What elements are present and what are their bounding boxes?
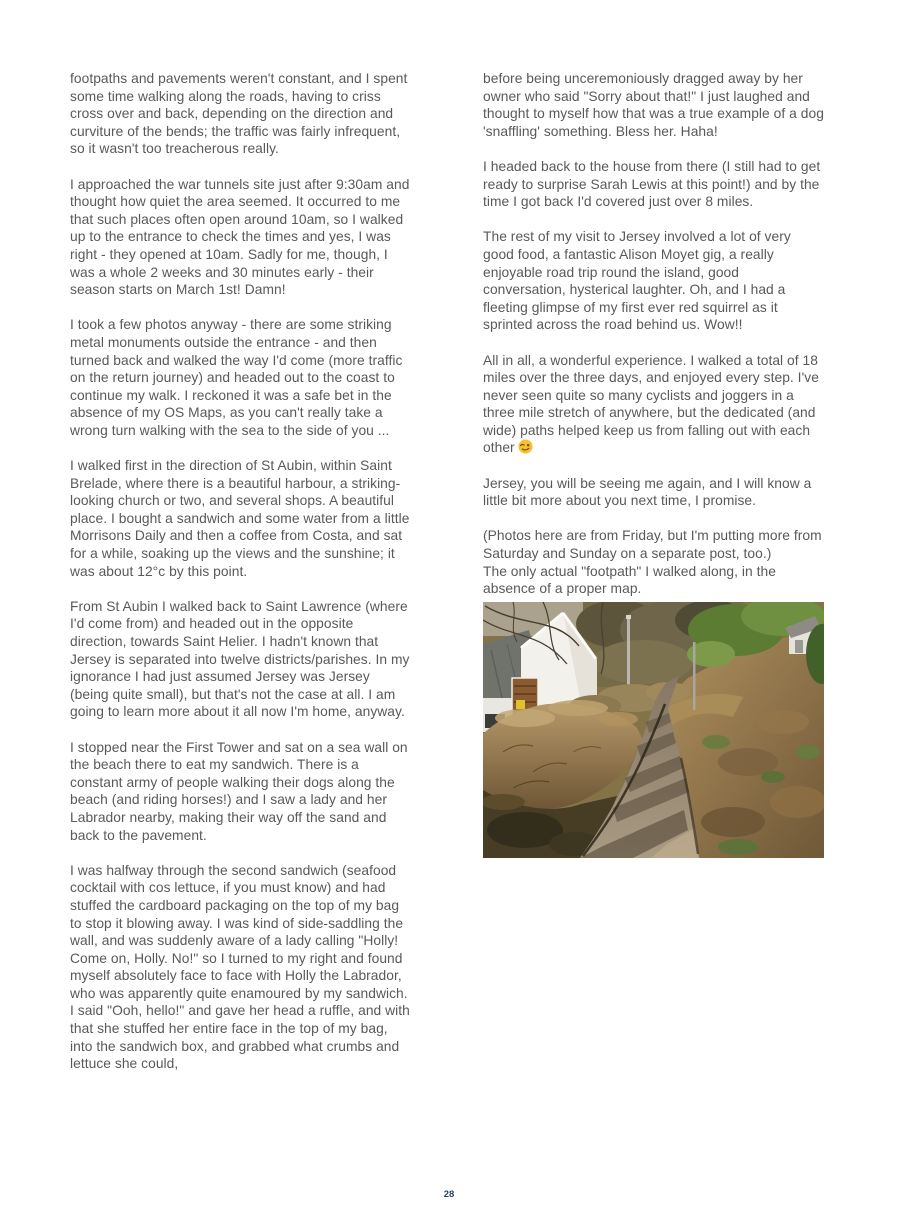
paragraph	[483, 527, 825, 597]
paragraph: From St Aubin I walked back to Saint Lawrence (where I'd come from) and headed out in the opposite direction, towards Saint Helier. I hadn't known that Jersey is separated into twelve districts/parishes. In my ignorance I had just assumed Jersey was Jersey (being quite small), but that's not the case at all. I am going to learn more about it all now I'm home, anyway.	[70, 598, 410, 720]
paragraph: I was halfway through the second sandwich (seafood cocktail with cos lettuce, if you must know) and had stuffed the cardboard packaging on the top of my bag to stop it blowing away. I was kind of side-saddling the wall, and was suddenly aware of a lady calling "Holly! Come on, Holly. No!" so I turned to my right and found myself absolutely face to face with Holly the Labrador, who was apparently quite enamoured by my sandwich. I said "Ooh, hello!" and gave her head a ruffle, and with that she stuffed her entire face in the top of my bag, into the sandwich box, and grabbed what crumbs and lettuce she could,	[70, 862, 410, 1072]
right-column	[483, 70, 825, 1090]
paragraph: I walked first in the direction of St Aubin, within Saint Brelade, where there is a beautiful harbour, a striking-looking church or two, and several shops. A beautiful place. I bought a sandwich and some water from a little Morrisons Daily and then a coffee from Costa, and sat for a while, soaking up the views and the sunshine; it was about 12°c by this point.	[70, 458, 410, 579]
paragraph: Jersey, you will be seeing me again, and I will know a little bit more about you next time, I promise.	[483, 475, 812, 509]
footpath-photo	[483, 602, 824, 858]
paragraph	[483, 352, 825, 458]
paragraph: I took a few photos anyway - there are some striking metal monuments outside the entrance - and then turned back and walked the way I'd come (more traffic on the return journey) and headed out to the coast to continue my walk. I reckoned it was a safe bet in the absence of my OS Maps, as you can't really take a wrong turn walking with the sea to the side of you ...	[70, 317, 403, 438]
paragraph-text: All in all, a wonderful experience. I walked a total of 18 miles over the three days, and enjoyed every step. I've never seen quite so many cyclists and joggers in a three mile stretch of anywhere, but the dedicated (and wide) paths helped keep us from falling out with each other	[483, 352, 819, 456]
two-column-text	[70, 70, 825, 1090]
paragraph: I headed back to the house from there (I still had to get ready to surprise Sarah Lewis at this point!) and by the time I got back I'd covered just over 8 miles.	[483, 158, 821, 210]
paragraph: I approached the war tunnels site just after 9:30am and thought how quiet the area seemed. It occurred to me that such places often open around 10am, so I walked up to the entrance to check the times and yes, I was right - they opened at 10am. Sadly for me, though, I was a whole 2 weeks and 30 minutes early - their season starts on March 1st! Damn!	[70, 176, 410, 298]
photos-note: (Photos here are from Friday, but I'm putting more from Saturday and Sunday on a separate post, too.)	[483, 528, 822, 562]
paragraph: The rest of my visit to Jersey involved a lot of very good food, a fantastic Alison Moyet gig, a really enjoyable road trip round the island, good conversation, hysterical laughter. Oh, and I had a fleeting glimpse of my first ever red squirrel as it sprinted across the road behind us. Wow!!	[483, 229, 791, 333]
left-column	[70, 70, 412, 1090]
photo-caption: The only actual "footpath" I walked along, in the absence of a proper map.	[483, 563, 776, 597]
paragraph: footpaths and pavements weren't constant, and I spent some time walking along the roads, having to criss cross over and back, depending on the direction and curviture of the bends; the traffic was fairly infrequent, so it wasn't too treacherous really.	[70, 71, 408, 157]
footpath-photo-image	[483, 602, 824, 858]
winking-face-emoji	[518, 439, 533, 454]
paragraph: before being unceremoniously dragged away by her owner who said "Sorry about that!" I just laughed and thought to myself how that was a true example of a dog 'snaffling' something. Bless her. Haha!	[483, 71, 824, 139]
page-number: 28	[443, 1189, 455, 1200]
paragraph: I stopped near the First Tower and sat on a sea wall on the beach there to eat my sandwich. There is a constant army of people walking their dogs along the beach (and riding horses!) and I saw a lady and her Labrador nearby, making their way off the sand and back to the pavement.	[70, 739, 408, 843]
